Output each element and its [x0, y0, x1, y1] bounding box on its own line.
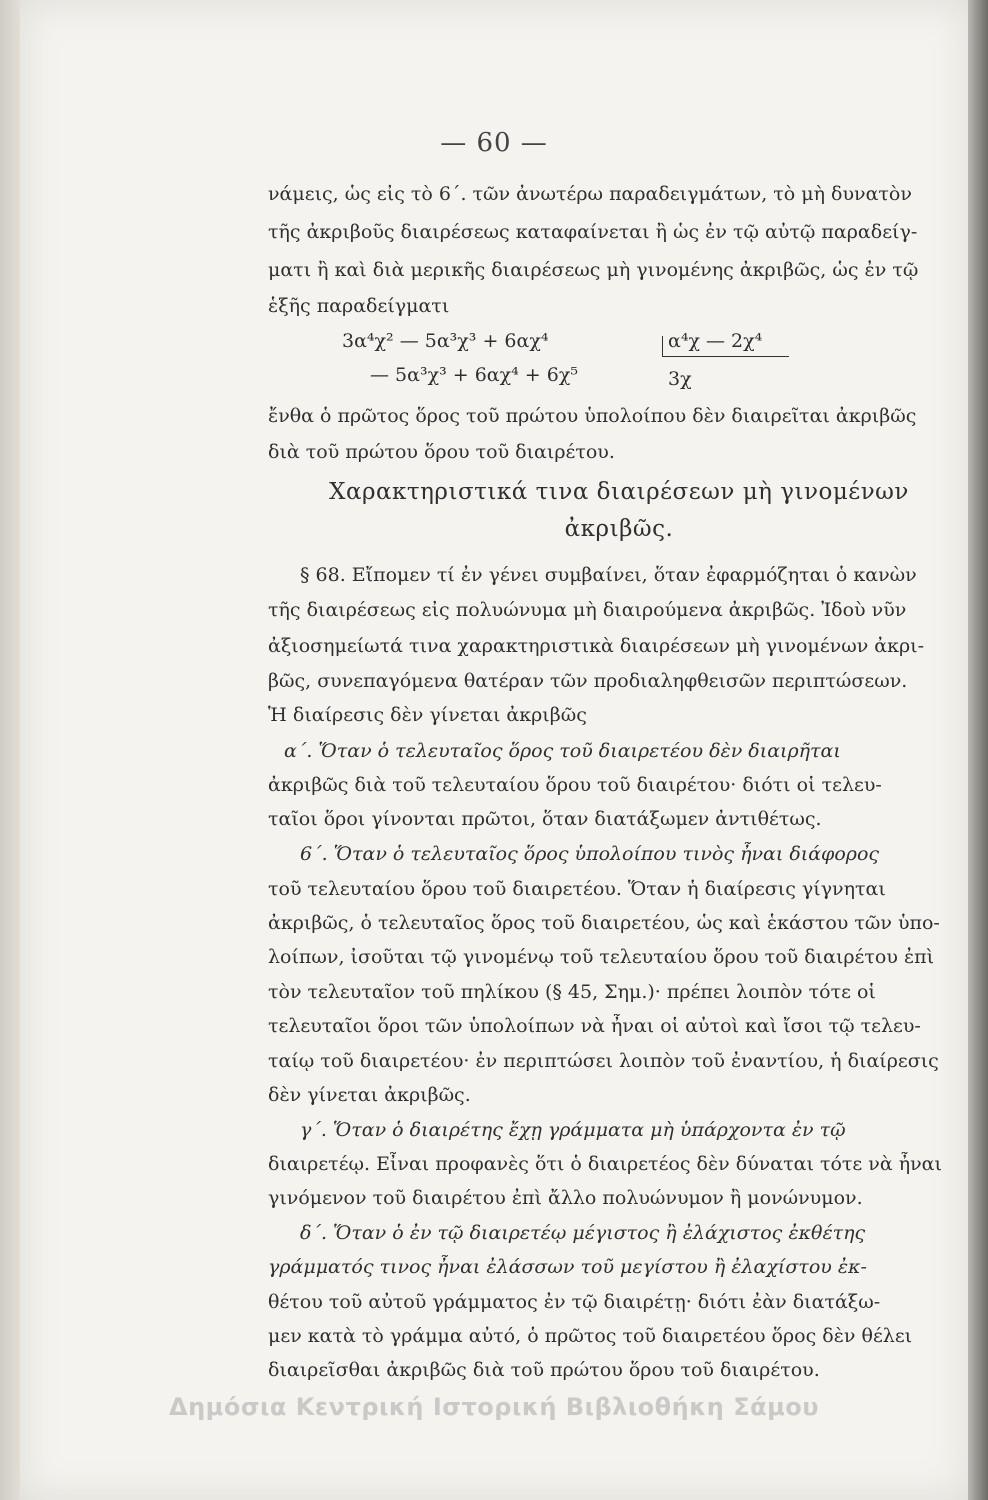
case-line: ταίῳ τοῦ διαιρετέου· ἐν περιπτώσει λοιπὸν τοῦ ἐναντίου, ἡ διαίρεσις — [268, 1050, 939, 1072]
case-line: τελευταῖοι ὅροι τῶν ὑπολοίπων νὰ ἦναι οἱ αὐτοὶ καὶ ἴσοι τῷ τελευ- — [268, 1015, 921, 1037]
dividend-expression: 3α⁴χ² — 5α³χ³ + 6αχ⁴ — [342, 330, 549, 352]
paragraph-line: βῶς, συνεπαγόμενα θατέραν τῶν προδιαληφθεισῶν περιπτώσεων. — [268, 670, 908, 692]
case-line: θέτου τοῦ αὐτοῦ γράμματος ἐν τῷ διαιρέτῃ· διότι ἐὰν διατάξω- — [268, 1291, 881, 1313]
intro-line: τῆς ἀκριβοῦς διαιρέσεως καταφαίνεται ἢ ὡς ἐν τῷ αὐτῷ παραδείγ- — [268, 221, 918, 243]
case-line: γινόμενον τοῦ διαιρέτου ἐπὶ ἄλλο πολυώνυμον ἢ μονώνυμον. — [268, 1187, 863, 1209]
page-number: — 60 — — [440, 128, 548, 158]
library-watermark: Δημόσια Κεντρική Ιστορική Βιβλιοθήκη Σάμου — [169, 1393, 819, 1421]
intro-line: νάμεις, ὡς εἰς τὸ 6΄. τῶν ἀνωτέρω παραδειγμάτων, τὸ μὴ δυνατὸν — [268, 183, 912, 205]
case-line: α΄. Ὅταν ὁ τελευταῖος ὅρος τοῦ διαιρετέου δὲν διαιρῆται — [284, 740, 841, 762]
section-title: Χαρακτηριστικά τινα διαιρέσεων μὴ γινομένων — [329, 479, 909, 505]
case-line: δ΄. Ὅταν ὁ ἐν τῷ διαιρετέῳ μέγιστος ἢ ἐλάχιστος ἐκθέτης — [300, 1222, 866, 1244]
case-line: δὲν γίνεται ἀκριβῶς. — [268, 1084, 471, 1106]
quotient-expression: 3χ — [668, 368, 692, 390]
paragraph-line: § 68. Εἴπομεν τί ἐν γένει συμβαίνει, ὅταν ἐφαρμόζηται ὁ κανὼν — [300, 564, 917, 586]
case-line: τοῦ τελευταίου ὅρου τοῦ διαιρετέου. Ὅταν ἡ διαίρεσις γίγνηται — [268, 878, 886, 900]
case-line: ταῖοι ὅροι γίνονται πρῶτοι, ὅταν διατάξωμεν ἀντιθέτως. — [268, 808, 822, 830]
case-line: 6΄. Ὅταν ὁ τελευταῖος ὅρος ὑπολοίπου τινὸς ἦναι διάφορος — [300, 843, 880, 865]
text-line: διὰ τοῦ πρώτου ὅρου τοῦ διαιρέτου. — [268, 441, 615, 463]
divisor-expression: α⁴χ — 2χ⁴ — [668, 330, 763, 352]
paragraph-line: Ἡ διαίρεσις δὲν γίνεται ἀκριβῶς — [268, 704, 587, 726]
intro-line: ματι ἢ καὶ διὰ μερικῆς διαιρέσεως μὴ γινομένης ἀκριβῶς, ὡς ἐν τῷ — [268, 259, 919, 281]
case-line: ἀκριβῶς διὰ τοῦ τελευταίου ὅρου τοῦ διαιρέτου· διότι οἱ τελευ- — [268, 774, 882, 796]
case-line: ἀκριβῶς, ὁ τελευταῖος ὅρος τοῦ διαιρετέου, ὡς καὶ ἑκάστου τῶν ὑπο- — [268, 912, 940, 934]
section-title-continued: ἀκριβῶς. — [564, 516, 674, 542]
case-line: τὸν τελευταῖον τοῦ πηλίκου (§ 45, Σημ.)· πρέπει λοιπὸν τότε οἱ — [268, 981, 876, 1003]
intro-line: ἑξῆς παραδείγματι — [268, 295, 450, 317]
case-line: γράμματός τινος ἦναι ἐλάσσων τοῦ μεγίστου ἢ ἐλαχίστου ἐκ- — [268, 1256, 867, 1278]
paragraph-line: ἀξιοσημείωτά τινα χαρακτηριστικὰ διαιρέσεων μὴ γινομένων ἀκρι- — [268, 635, 925, 657]
paragraph-line: τῆς διαιρέσεως εἰς πολυώνυμα μὴ διαιρούμενα ἀκριβῶς. Ἰδοὺ νῦν — [268, 599, 907, 621]
remainder-expression: — 5α³χ³ + 6αχ⁴ + 6χ⁵ — [370, 364, 578, 386]
case-line: διαιρεῖσθαι ἀκριβῶς διὰ τοῦ πρώτου ὅρου τοῦ διαιρέτου. — [268, 1359, 820, 1381]
case-line: διαιρετέῳ. Εἶναι προφανὲς ὅτι ὁ διαιρετέος δὲν δύναται τότε νὰ ἦναι — [268, 1153, 942, 1175]
case-line: μεν κατὰ τὸ γράμμα αὐτό, ὁ πρῶτος τοῦ διαιρετέου ὅρος δὲν θέλει — [268, 1325, 913, 1347]
case-line: γ΄. Ὅταν ὁ διαιρέτης ἔχῃ γράμματα μὴ ὑπάρχοντα ἐν τῷ — [300, 1119, 846, 1141]
case-line: λοίπων, ἰσοῦται τῷ γινομένῳ τοῦ τελευταίου ὅρου τοῦ διαιρέτου ἐπὶ — [268, 946, 935, 968]
text-line: ἔνθα ὁ πρῶτος ὅρος τοῦ πρώτου ὑπολοίπου δὲν διαιρεῖται ἀκριβῶς — [268, 405, 917, 427]
